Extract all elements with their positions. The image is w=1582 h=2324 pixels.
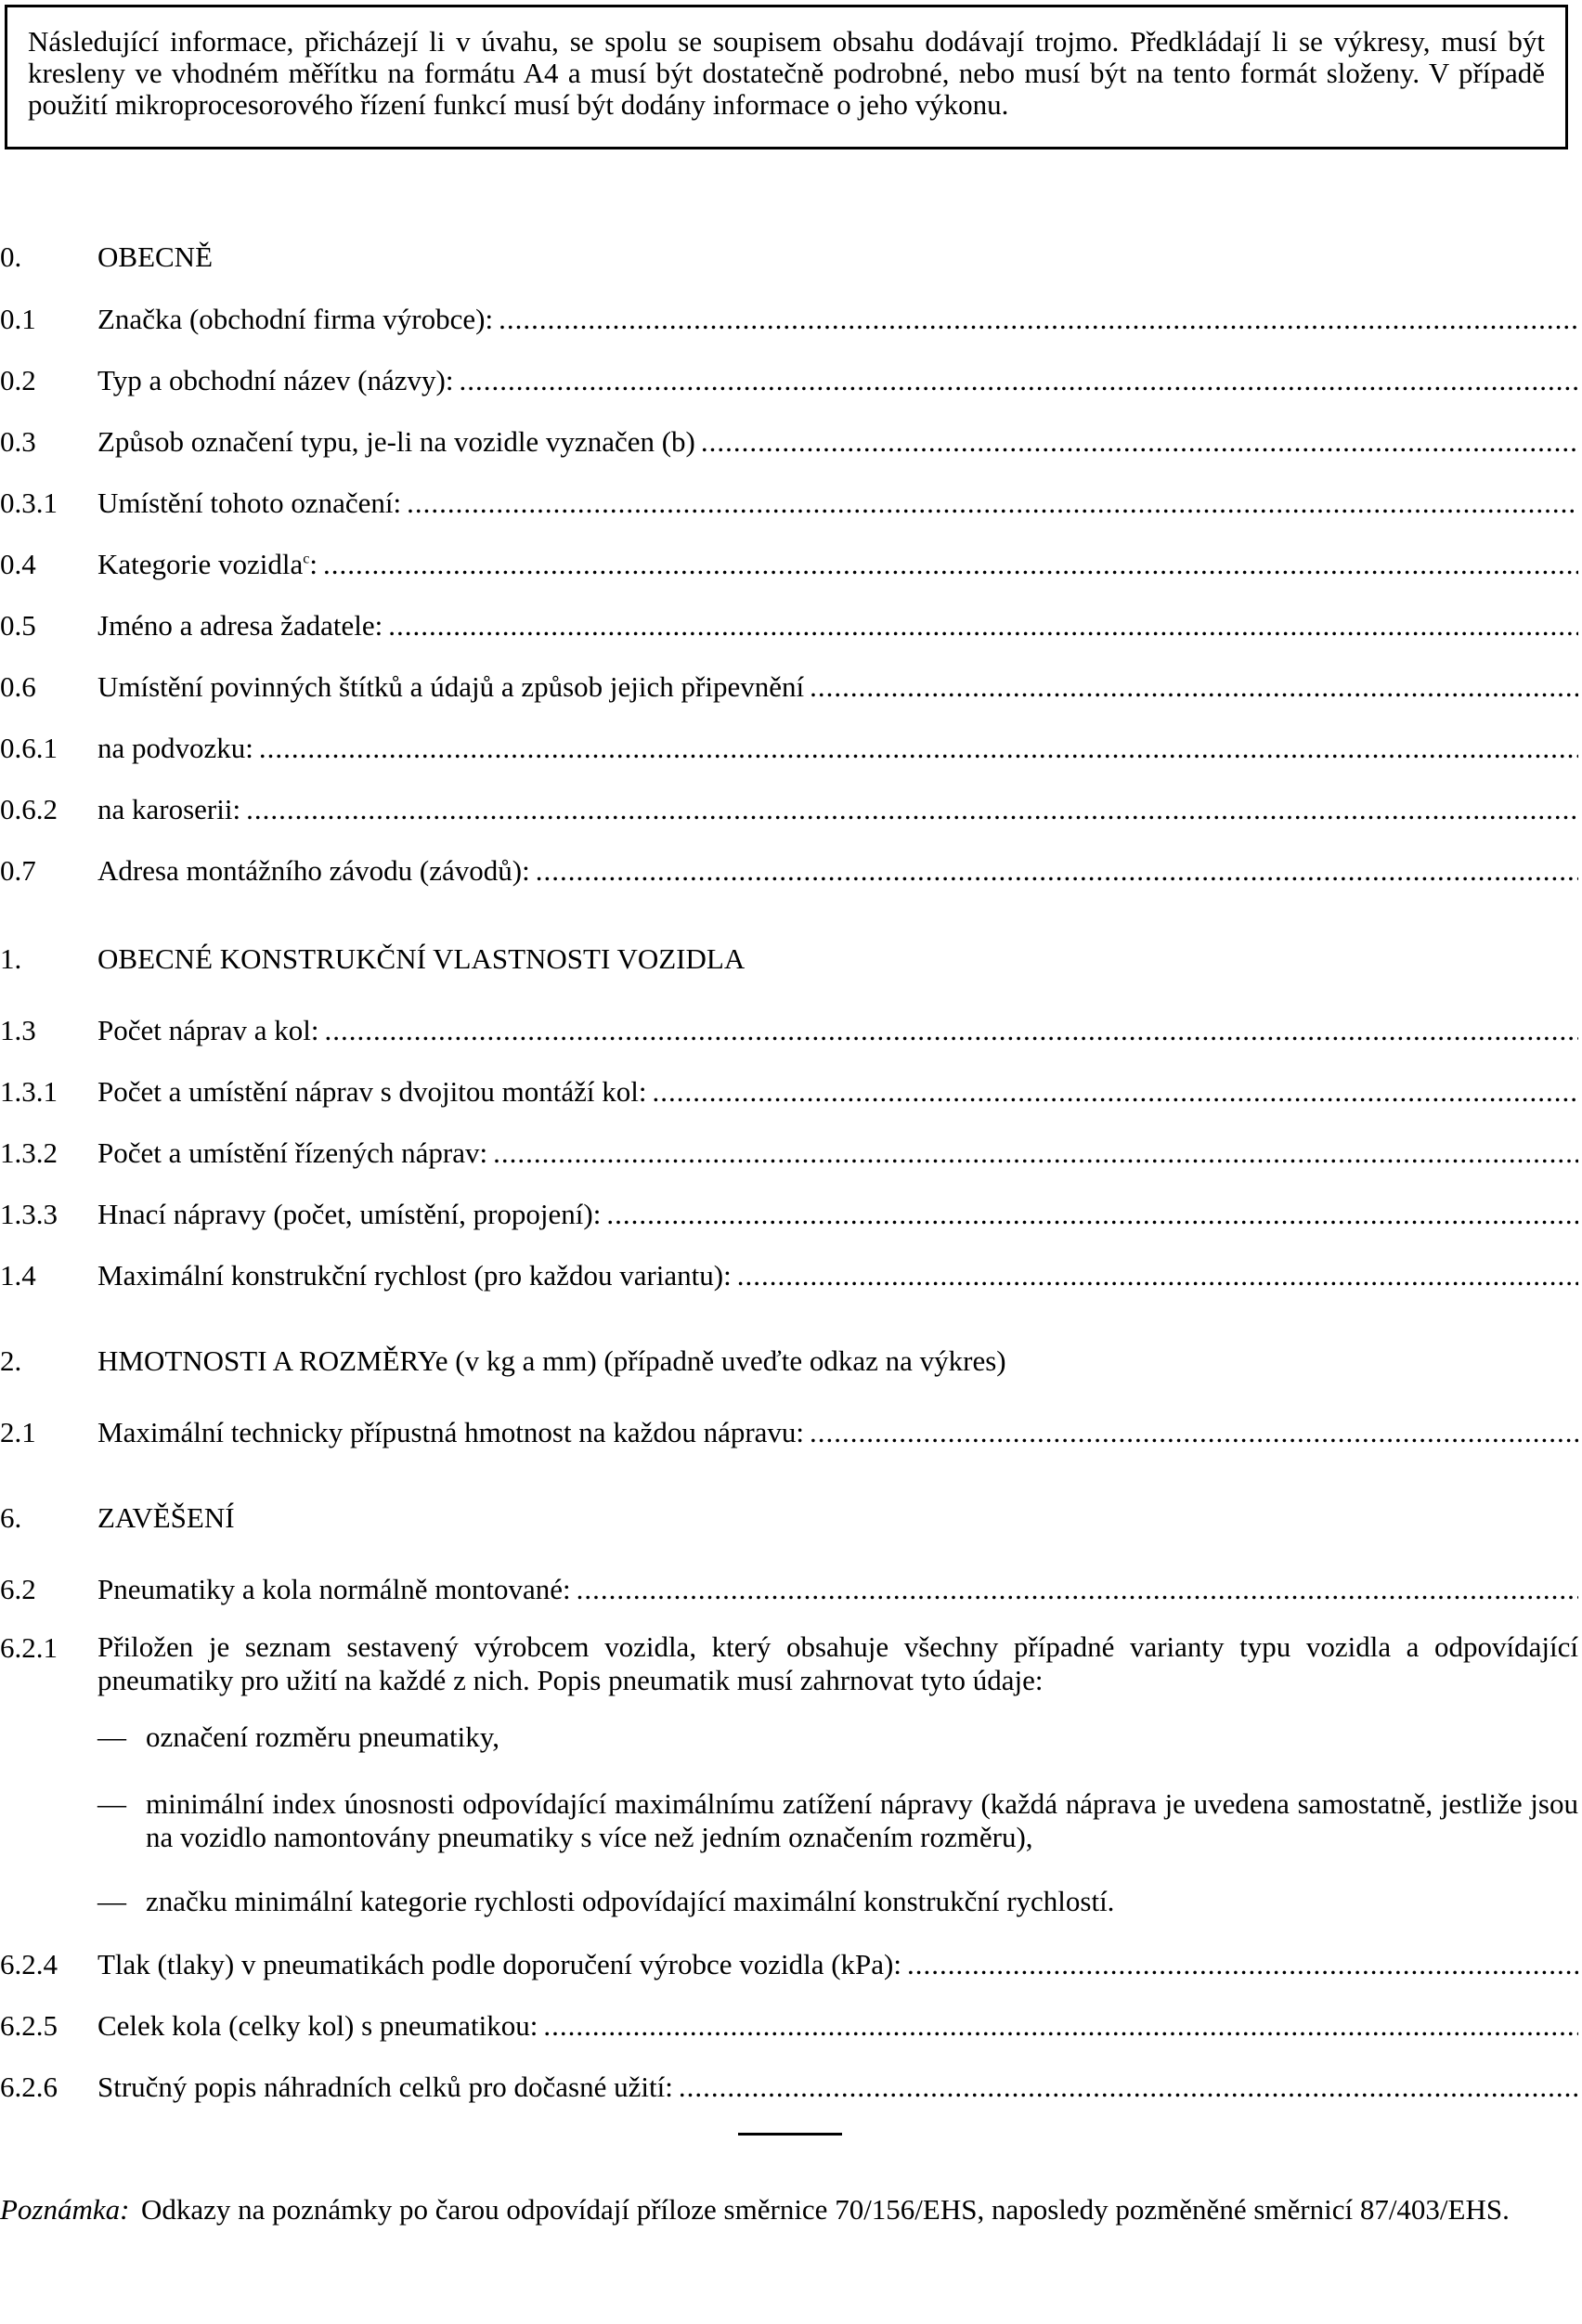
field-number: 1.3.1 xyxy=(0,1075,58,1108)
field-row-0-3 xyxy=(0,424,1578,461)
field-number: 0.6 xyxy=(0,670,36,703)
field-row-1-3 xyxy=(0,1013,1578,1050)
field-number: 0.2 xyxy=(0,364,36,396)
section-title: OBECNÉ KONSTRUKČNÍ VLASTNOSTI VOZIDLA xyxy=(97,942,746,975)
section-heading-1 xyxy=(0,941,1578,979)
field-row-0-1 xyxy=(0,302,1578,339)
field-label: Tlak (tlaky) v pneumatikách podle doporučení výrobce vozidla (kPa): xyxy=(97,1948,901,1980)
dash-item-text: označení rozměru pneumatiky, xyxy=(146,1720,500,1753)
field-label: Hnací nápravy (počet, umístění, propojení): xyxy=(97,1198,602,1230)
leader-dots xyxy=(499,302,1578,337)
field-label: Počet a umístění náprav s dvojitou montáží kol: xyxy=(97,1075,647,1108)
leader-dots xyxy=(701,424,1578,460)
field-row-0-3-1 xyxy=(0,486,1578,523)
field-number: 0.7 xyxy=(0,854,36,887)
field-row-1-3-3 xyxy=(0,1197,1578,1234)
leader-dots xyxy=(810,669,1578,705)
leader-dots xyxy=(652,1074,1578,1110)
leader-dots xyxy=(259,731,1578,766)
field-label: Počet náprav a kol: xyxy=(97,1014,319,1046)
field-number: 1.3.3 xyxy=(0,1198,58,1230)
field-number: 0.3 xyxy=(0,425,36,458)
section-number: 1. xyxy=(0,942,22,975)
leader-dots xyxy=(323,547,1578,582)
field-number: 0.3.1 xyxy=(0,487,58,519)
field-label: Celek kola (celky kol) s pneumatikou: xyxy=(97,2009,538,2042)
field-number: 6.2.6 xyxy=(0,2071,58,2103)
field-number: 6.2.4 xyxy=(0,1948,58,1980)
field-row-1-3-1 xyxy=(0,1074,1578,1111)
field-label: Adresa montážního závodu (závodů): xyxy=(97,854,530,887)
field-row-6-2-5 xyxy=(0,2008,1578,2045)
leader-dots xyxy=(543,2008,1578,2044)
section-title: ZAVĚŠENÍ xyxy=(97,1501,235,1534)
notice-box: Následující informace, přicházejí li v úvahu, se spolu se soupisem obsahu dodávají trojmo. Předkládají li se výkresy, musí být kresleny ve vhodném měřítku na formátu A4 a musí být dostatečně podrobné, nebo musí být na tento formát složeny. V případě použití mikroprocesorového řízení funkcí musí být dodány informace o jeho výkonu. xyxy=(5,5,1568,149)
field-row-0-6-1 xyxy=(0,731,1578,768)
field-number: 6.2.5 xyxy=(0,2009,58,2042)
field-row-6-2-6 xyxy=(0,2070,1578,2107)
leader-dots xyxy=(536,853,1578,889)
leader-dots xyxy=(324,1013,1578,1048)
leader-dots xyxy=(737,1258,1578,1293)
field-number: 6.2 xyxy=(0,1573,36,1605)
field-number: 6.2.1 xyxy=(0,1631,58,1664)
field-row-0-2 xyxy=(0,363,1578,400)
dash-item-text: minimální index únosnosti odpovídající maximálnímu zatížení nápravy (každá náprava je uvedena samostatně, jestliže jsou na vozidlo namontovány pneumatiky s více než jedním označením rozměru), xyxy=(146,1787,1578,1853)
field-label: Jméno a adresa žadatele: xyxy=(97,609,383,642)
field-label: Umístění tohoto označení: xyxy=(97,487,402,519)
field-number: 1.4 xyxy=(0,1259,36,1292)
section-title: OBECNĚ xyxy=(97,240,213,273)
section-number: 0. xyxy=(0,240,22,273)
section-heading-2 xyxy=(0,1344,1578,1381)
field-label: na podvozku: xyxy=(97,732,253,764)
field-label: Značka (obchodní firma výrobce): xyxy=(97,303,494,335)
footnote-separator xyxy=(738,2133,842,2136)
field-number: 0.6.1 xyxy=(0,732,58,764)
field-row-2-1 xyxy=(0,1415,1578,1452)
dash-item-1 xyxy=(97,1720,1578,1754)
leader-dots xyxy=(679,2070,1578,2105)
leader-dots xyxy=(493,1136,1578,1171)
footnote-marker: c xyxy=(303,551,310,567)
field-number: 0.6.2 xyxy=(0,793,58,825)
paragraph-6-2-1: Přiložen je seznam sestavený výrobcem vozidla, který obsahuje všechny případné varianty typu vozidla a odpovídající pneumatiky pro užití na každé z nich. Popis pneumatik musí zahrnovat tyto údaje: xyxy=(97,1630,1578,1696)
field-row-1-3-2 xyxy=(0,1136,1578,1173)
leader-dots xyxy=(606,1197,1578,1232)
field-label: na karoserii: xyxy=(97,793,241,825)
field-row-0-5 xyxy=(0,608,1578,645)
field-label: Maximální technicky přípustná hmotnost na každou nápravu: xyxy=(97,1416,805,1448)
field-row-6-2-4 xyxy=(0,1947,1578,1984)
field-label: Kategorie vozidla$^c$: xyxy=(97,548,318,580)
field-number: 1.3.2 xyxy=(0,1136,58,1169)
leader-dots xyxy=(407,486,1578,521)
dash-bullet: — xyxy=(97,1787,126,1820)
field-number: 0.4 xyxy=(0,548,36,580)
footnote-label: Poznámka: xyxy=(0,2193,130,2226)
field-number: 2.1 xyxy=(0,1416,36,1448)
field-label: Typ a obchodní název (názvy): xyxy=(97,364,454,396)
field-label: Maximální konstrukční rychlost (pro každou variantu): xyxy=(97,1259,732,1292)
field-label: Stručný popis náhradních celků pro dočasné užití: xyxy=(97,2071,673,2103)
leader-dots xyxy=(388,608,1578,643)
dash-bullet: — xyxy=(97,1885,126,1917)
field-row-0-7 xyxy=(0,853,1578,890)
field-number: 1.3 xyxy=(0,1014,36,1046)
dash-item-3 xyxy=(97,1885,1578,1918)
field-row-0-6-2 xyxy=(0,792,1578,829)
field-row-6-2 xyxy=(0,1572,1578,1609)
section-heading-6 xyxy=(0,1500,1578,1538)
dash-item-2 xyxy=(97,1787,1578,1854)
leader-dots xyxy=(246,792,1578,827)
field-number: 0.5 xyxy=(0,609,36,642)
field-row-1-4 xyxy=(0,1258,1578,1295)
field-row-0-6 xyxy=(0,669,1578,707)
field-row-0-4 xyxy=(0,547,1578,584)
section-heading-0 xyxy=(0,240,1578,277)
section-number: 2. xyxy=(0,1344,22,1377)
leader-dots xyxy=(907,1947,1578,1982)
section-number: 6. xyxy=(0,1501,22,1534)
field-number: 0.1 xyxy=(0,303,36,335)
footnote xyxy=(0,2193,1578,2227)
section-title: HMOTNOSTI A ROZMĚRYe (v kg a mm) (případně uveďte odkaz na výkres) xyxy=(97,1344,1006,1377)
field-label: Počet a umístění řízených náprav: xyxy=(97,1136,488,1169)
leader-dots xyxy=(577,1572,1578,1607)
field-label: Pneumatiky a kola normálně montované: xyxy=(97,1573,571,1605)
dash-item-text: značku minimální kategorie rychlosti odpovídající maximální konstrukční rychlostí. xyxy=(146,1885,1115,1917)
dash-bullet: — xyxy=(97,1720,126,1753)
field-label: Umístění povinných štítků a údajů a způsob jejich připevnění xyxy=(97,670,805,703)
leader-dots xyxy=(810,1415,1578,1450)
field-label: Způsob označení typu, je-li na vozidle vyznačen (b) xyxy=(97,425,695,458)
footnote-text: Odkazy na poznámky po čarou odpovídají příloze směrnice 70/156/EHS, naposledy pozměněné směrnicí 87/403/EHS. xyxy=(141,2193,1510,2226)
leader-dots xyxy=(459,363,1578,398)
